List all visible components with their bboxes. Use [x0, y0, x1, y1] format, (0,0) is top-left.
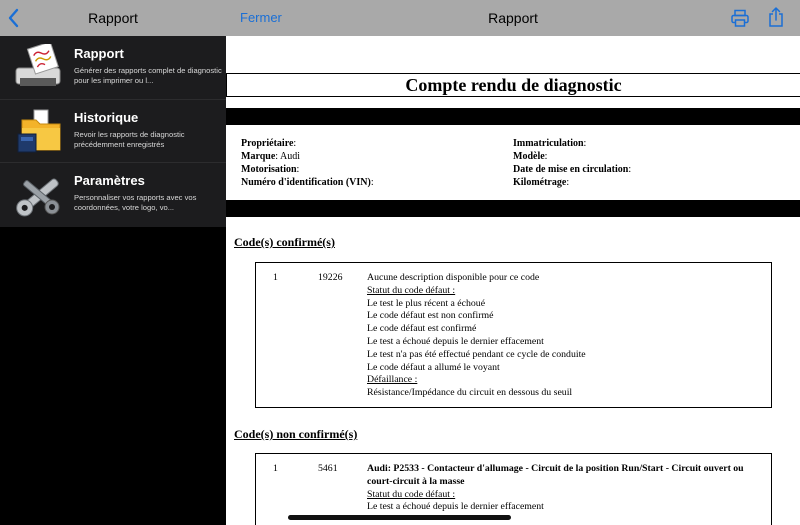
sidebar-header [0, 0, 226, 36]
status-label: Statut du code défaut : [367, 284, 456, 296]
code-description: Audi: P2533 - Contacteur d'allumage - Circuit de la position Run/Start - Circuit ouvert ou court-circuit à la masse [367, 463, 744, 487]
info-column-left [241, 137, 374, 189]
report-title: Compte rendu de diagnostic [226, 73, 800, 97]
code-index: 1 [273, 272, 278, 283]
status-label: Statut du code défaut : [367, 488, 456, 500]
info-row: Immatriculation: [513, 138, 587, 149]
info-label: Date de mise en circulation [513, 164, 629, 175]
info-row: Numéro d'identification (VIN): [241, 177, 374, 188]
info-row: Propriétaire: [241, 138, 297, 149]
info-label: Numéro d'identification (VIN) [241, 177, 371, 188]
report-header [226, 0, 800, 36]
info-row: Kilométrage: [513, 177, 570, 188]
share-icon[interactable] [768, 7, 784, 27]
info-label: Modèle [513, 151, 545, 162]
menu-item-desc: Personnaliser vos rapports avec vos coordonnées, votre logo, vo... [74, 193, 197, 212]
code-details [367, 463, 767, 514]
menu-list [0, 36, 226, 227]
sidebar-title: Rapport [88, 10, 138, 26]
status-line: Le code défaut est confirmé [367, 323, 477, 335]
menu-item-rapport[interactable] [0, 36, 226, 100]
folder-icon [12, 108, 68, 156]
info-row: Marque: Audi [241, 151, 300, 162]
menu-item-historique[interactable] [0, 100, 226, 164]
info-label: Kilométrage [513, 177, 567, 188]
info-label: Propriétaire [241, 138, 294, 149]
info-label: Immatriculation [513, 138, 584, 149]
print-icon[interactable] [731, 9, 749, 27]
section-divider [226, 200, 800, 217]
status-line: Le code défaut a allumé le voyant [367, 361, 500, 373]
sidebar [0, 0, 226, 525]
menu-item-title: Historique [74, 109, 139, 125]
close-button[interactable]: Fermer [240, 10, 282, 25]
status-line: Le test a échoué depuis le dernier effacement [367, 501, 544, 513]
info-value: Audi [280, 151, 300, 162]
menu-item-title: Rapport [74, 46, 124, 61]
failure-label: Défaillance : [367, 374, 418, 386]
info-label: Motorisation [241, 164, 297, 175]
info-row: Modèle: [513, 151, 548, 162]
status-line: Le test a échoué depuis le dernier effacement [367, 335, 544, 347]
info-row: Date de mise en circulation: [513, 164, 632, 175]
info-row: Motorisation: [241, 164, 300, 175]
code-index: 1 [273, 463, 278, 474]
status-line: Le test n'a pas été effectué pendant ce cycle de conduite [367, 348, 586, 360]
info-column-right [513, 137, 631, 189]
code-number: 19226 [318, 272, 343, 283]
menu-item-desc: Générer des rapports complet de diagnostic pour les imprimer ou l... [74, 66, 222, 85]
confirmed-code-box [255, 262, 772, 408]
status-line: Le code défaut est non confirmé [367, 310, 494, 322]
menu-item-title: Paramètres [74, 173, 145, 188]
code-description: Aucune description disponible pour ce code [367, 272, 540, 283]
tools-icon [12, 171, 68, 219]
failure-text: Résistance/Impédance du circuit en dessous du seuil [367, 387, 573, 399]
back-chevron-icon[interactable] [6, 8, 22, 28]
unconfirmed-codes-heading: Code(s) non confirmé(s) [234, 427, 358, 441]
menu-item-parametres[interactable] [0, 163, 226, 227]
code-details [367, 272, 767, 400]
report-pane [226, 0, 800, 525]
code-number: 5461 [318, 463, 338, 474]
home-indicator[interactable] [288, 515, 511, 520]
report-printer-icon [12, 44, 68, 92]
info-label: Marque [241, 151, 276, 162]
menu-item-desc: Revoir les rapports de diagnostic précédemment enregistrés [74, 129, 185, 149]
section-divider [226, 108, 800, 125]
status-line: Le test le plus récent a échoué [367, 297, 486, 309]
report-header-title: Rapport [488, 10, 538, 26]
confirmed-codes-heading: Code(s) confirmé(s) [234, 235, 335, 249]
